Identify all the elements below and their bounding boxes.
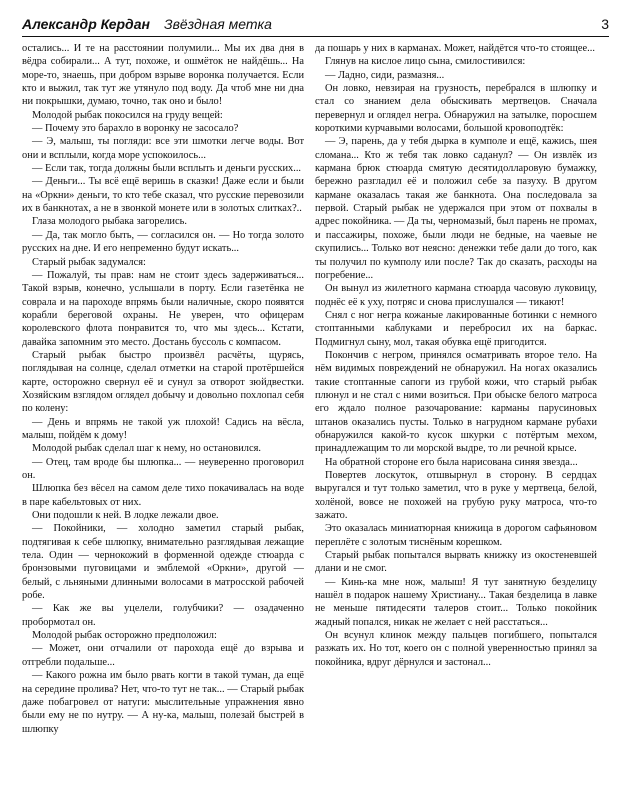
paragraph: — Да, так могло быть, — согласился он. — Но тогда золото русских на дне. И его непременно будут искать... xyxy=(22,229,304,255)
paragraph: Молодой рыбак осторожно предположил: xyxy=(32,630,217,642)
paragraph: — Э, парень, да у тебя дырка в кумполе и ещё, кажись, шея сломана... Кто ж тебя так ловко саданул? — Он извлёк из кармана брюк стюарда смятую десятидолларовую бумажку, бережно разгладил её и положил себе за пазуху. В другом кармане оказалась такая же банкнота. Она последовала за первой. Старый рыбак не удержался при этом от похвалы в адрес покойника. — Да ты, черномазый, был парень не промах, и пассажиры, похоже, были люди не бедные, на чаевые не скупились... Только вот неясно: денежки тебе дали до того, как ты получил по кумполу или после? Так до сказать, расходы на погребение... xyxy=(315,136,597,281)
paragraph: Молодой рыбак покосился на груду вещей: xyxy=(32,109,223,121)
paragraph: — Отец, там вроде бы шлюпка... — неуверенно проговорил он. xyxy=(22,456,304,481)
header-author: Александр Кердан xyxy=(22,16,150,32)
paragraph: — Пожалуй, ты прав: нам не стоит здесь задерживаться... Такой взрыв, конечно, услышали в порту. Если газетёнка не соврала и на пароходе впрямь были наличные, скоро появятся корабли береговой охраны. Не уверен, что офицерам королевского флота понравится то, что мы здесь... Кстати, давайка запомним это место. Достань буссоль с компасом. xyxy=(22,269,304,348)
paragraph: — Почему это барахло в воронку не засосало? xyxy=(32,123,239,135)
paragraph: — Ладно, сиди, размазня... xyxy=(325,69,445,81)
paragraph: — День и впрямь не такой уж плохой! Садись на вёсла, малыш, пойдём к дому! xyxy=(22,416,304,441)
paragraph: Они подошли к ней. В лодке лежали двое. xyxy=(32,510,219,522)
paragraph: Он ловко, невзирая на грузность, перебрался в шлюпку и стал со знанием дела обыскивать мертвецов. Сначала перевернул и оглядел негра. Обнаружил на затылке, поросшем короткими курчавыми волосами, большой кровоподтёк: xyxy=(315,83,597,135)
header-work-title: Звёздная метка xyxy=(164,16,272,32)
paragraph: Глянув на кислое лицо сына, смилостивился: xyxy=(325,56,526,68)
running-header xyxy=(22,14,609,37)
paragraph: Старый рыбак быстро произвёл расчёты, щурясь, поглядывая на солнце, сделал отметки на старой протёршейся карте, осторожно свернул её и сунул за отворот зюйдвестки. Хозяйским взглядом оглядел добычу и довольно похлопал себя по колену: xyxy=(22,349,304,415)
paragraph: остались... И те на расстоянии полумили... Мы их два дня в вёдра собирали... А тут, похоже, и ошмёток не найдёшь... На море-то, знаешь, при добром взрыве воронка получается. Если кто и выжил, так тут же утянуло под воду. Да чтоб мне ни дна ни покрышки, думаю, точно, так оно и было! xyxy=(22,43,304,108)
paragraph: — Деньги... Ты всё ещё веришь в сказки! Даже если и были на «Оркни» деньги, то кто тебе сказал, что русские перевозили их в банкнотах, а не в звонкой монете или в золотых слитках?.. xyxy=(22,176,304,215)
paragraph: Это оказалась миниатюрная книжица в дорогом сафьяновом переплёте с золотым тиснёным корешком. xyxy=(315,523,597,548)
paragraph: Он вынул из жилетного кармана стюарда часовую луковицу, поднёс её к уху, потряс и снова прислушался — тикают! xyxy=(315,283,597,308)
paragraph: — Какого рожна им было рвать когти в такой туман, да ещё на середине пролива? Нет, что-то тут не так... — Старый рыбак даже побагровел от натуги: мыслительные упражнения явно были ему не по нутру. — А ну-ка, малыш, полезай быстрей в шлюпку xyxy=(22,670,304,735)
paragraph: — Как же вы уцелели, голубчики? — озадаченно пробормотал он. xyxy=(22,603,304,628)
paragraph: Он всунул клинок между пальцев погибшего, попытался разжать их. Но тот, коего он с полной уверенностью принял за покойника, вдруг дёрнулся и застонал... xyxy=(315,630,597,668)
paragraph: — Может, они отчалили от парохода ещё до взрыва и отгребли подальше... xyxy=(22,643,304,668)
paragraph: Глаза молодого рыбака загорелись. xyxy=(32,216,187,228)
left-column xyxy=(22,42,304,792)
paragraph: На обратной стороне его была нарисована синяя звезда... xyxy=(325,456,578,468)
paragraph: — Э, малыш, ты погляди: все эти шмотки легче воды. Вот они и всплыли, когда море успокоилось... xyxy=(22,136,304,161)
paragraph: Старый рыбак попытался вырвать книжку из окостеневшей длани и не смог. xyxy=(315,550,597,575)
paragraph: — Кинь-ка мне нож, малыш! Я тут занятную безделицу нашёл в подарок нашему Христиану... Такая безделица в лавке не меньше пятидесяти талеров стоит... Только покойник жадный попался, никак не желает с ней расстаться... xyxy=(315,576,597,628)
paragraph: да пошарь у них в карманах. Может, найдётся что-то стоящее... xyxy=(315,43,595,54)
paragraph: Снял с ног негра кожаные лакированные ботинки с немного стоптанными каблуками и переброcил их на баркас. Подмигнул сыну, мол, такая обувка ещё пригодится. xyxy=(315,309,597,348)
paragraph: Молодой рыбак сделал шаг к нему, но остановился. xyxy=(32,443,261,455)
page-number: 3 xyxy=(601,16,609,32)
paragraph: Покончив с негром, принялся осматривать второе тело. На нём видимых повреждений не обнаружил. На ногах оказались такие стоптанные сапоги из грубой кожи, что старый рыбак плюнул и не стал с ними возиться. При обыске белого матроса его ждало полное разочарование: карманы парусиновых штанов оказались пусты. Только в нагрудном кармане рубахи обнаружился какой-то кусок шкурки с потёртым мехом, принадлежащим то ли морской выдре, то ли речной крысе. xyxy=(315,349,597,455)
paragraph: — Покойники, — холодно заметил старый рыбак, подтягивая к себе шлюпку, внимательно разглядывая лежащие тела. Один — чернокожий в форменной одежде стюарда с бронзовыми пуговицами и эмблемой «Оркни», другой — белый, с льняными длинными волосами в матросской рабочей робе. xyxy=(22,523,304,602)
right-column xyxy=(315,42,597,792)
paragraph: — Если так, тогда должны были всплыть и деньги русских... xyxy=(32,163,302,175)
paragraph: Старый рыбак задумался: xyxy=(32,256,146,268)
paragraph: Повертев лоскуток, отшвырнул в сторону. В сердцах выругался и тут только заметил, что в руке у мертвеца, белой, холёной, вовсе не похожей на грубую руку матроса, что-то зажато. xyxy=(315,470,597,522)
paragraph: Шлюпка без вёсел на самом деле тихо покачивалась на воде в паре кабельтовых от них. xyxy=(22,483,304,508)
